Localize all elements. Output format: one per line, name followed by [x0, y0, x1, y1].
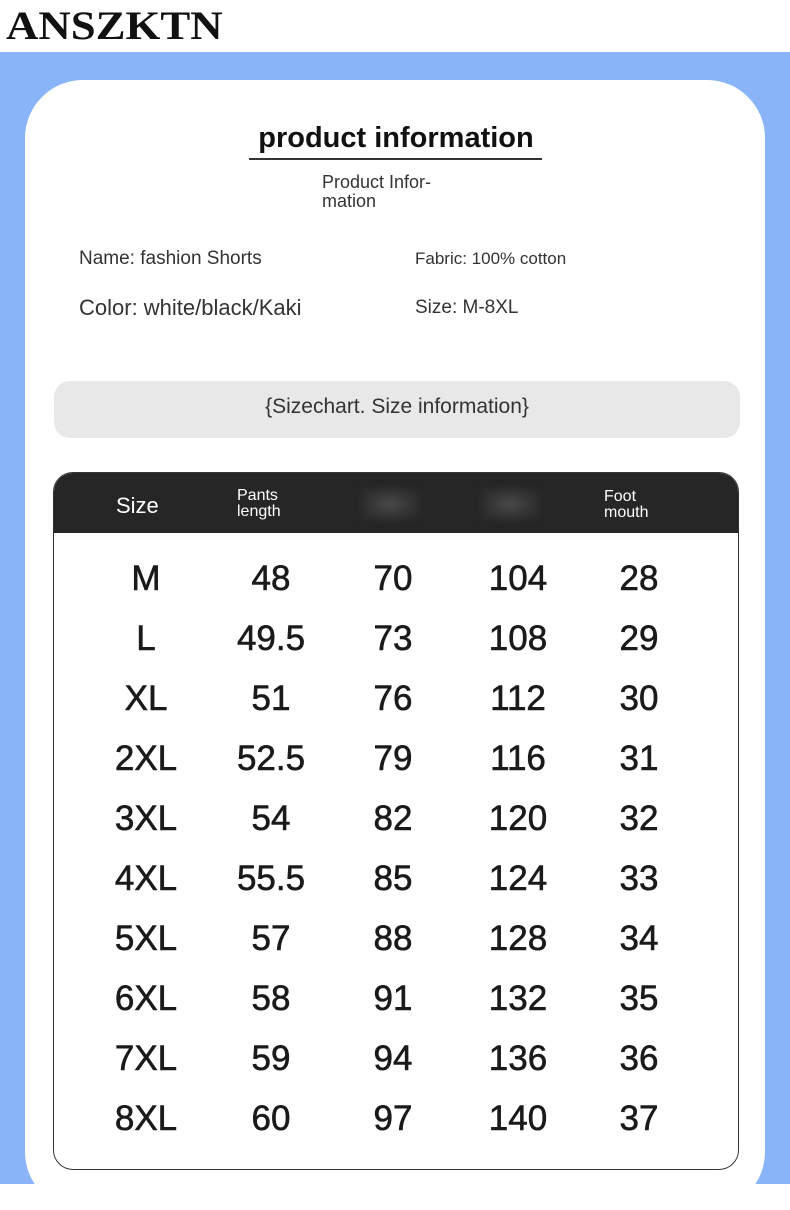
top-bar [0, 0, 790, 52]
table-cell: 140 [488, 1099, 548, 1138]
table-row [54, 849, 738, 909]
table-cell: 108 [488, 619, 548, 658]
table-cell: 30 [619, 679, 659, 718]
table-cell: 58 [251, 979, 291, 1018]
table-row [54, 969, 738, 1029]
table-row [54, 909, 738, 969]
table-cell: 37 [619, 1099, 659, 1138]
table-row [54, 669, 738, 729]
header-size: Size [116, 493, 159, 518]
table-row [54, 1029, 738, 1089]
header-blurred-column-4 [480, 487, 540, 521]
size-chart-header [54, 473, 738, 533]
table-cell: 29 [619, 619, 659, 658]
size-chart-table [53, 472, 739, 1170]
page-subtitle-line: Product Infor- [322, 172, 432, 192]
table-cell: 2XL [114, 739, 178, 778]
product-fabric: Fabric: 100% cotton [415, 249, 567, 268]
table-cell: 124 [488, 859, 548, 898]
page-subtitle [322, 173, 472, 211]
table-cell: 33 [619, 859, 659, 898]
table-row [54, 789, 738, 849]
table-cell: 28 [619, 559, 659, 598]
table-cell: 52.5 [236, 739, 306, 778]
header-foot-line1: Foot [604, 488, 637, 505]
size-info-banner [54, 381, 740, 438]
table-row [54, 1089, 738, 1149]
table-cell: 57 [251, 919, 291, 958]
table-cell: 82 [373, 799, 413, 838]
table-cell: 79 [373, 739, 413, 778]
table-cell: 35 [619, 979, 659, 1018]
table-cell: 112 [490, 679, 546, 718]
table-cell: 116 [490, 739, 546, 778]
table-cell: 88 [373, 919, 413, 958]
table-cell: 48 [251, 559, 291, 598]
table-cell: 128 [488, 919, 548, 958]
table-cell: 34 [619, 919, 659, 958]
table-cell: 59 [251, 1039, 291, 1078]
table-cell: 94 [373, 1039, 413, 1078]
table-row [54, 729, 738, 789]
table-cell: 31 [619, 739, 659, 778]
table-cell: 5XL [114, 919, 178, 958]
brand-logo: ANSZKTN [6, 3, 223, 48]
table-cell: 104 [488, 559, 548, 598]
header-pants-length [237, 488, 317, 520]
table-cell: 85 [373, 859, 413, 898]
table-cell: 76 [373, 679, 413, 718]
size-info-banner-label: {Sizechart. Size information} [265, 395, 529, 418]
header-foot-line2: mouth [604, 504, 649, 521]
table-cell: L [136, 619, 156, 658]
table-row [54, 609, 738, 669]
table-cell: 32 [619, 799, 659, 838]
table-cell: 49.5 [236, 619, 306, 658]
table-cell: 4XL [114, 859, 178, 898]
table-cell: 8XL [114, 1099, 178, 1138]
table-cell: 3XL [114, 799, 178, 838]
table-cell: 97 [373, 1099, 413, 1138]
product-size-range: Size: M-8XL [415, 297, 519, 318]
table-cell: 54 [251, 799, 291, 838]
header-blurred-column-3 [360, 487, 420, 521]
product-color: Color: white/black/Kaki [79, 295, 302, 320]
product-name: Name: fashion Shorts [79, 248, 262, 269]
page-subtitle-line: mation [322, 191, 377, 211]
page-title: product information [258, 122, 534, 154]
table-cell: 70 [373, 559, 413, 598]
title-underline [249, 158, 542, 160]
table-cell: 55.5 [236, 859, 306, 898]
header-pants-line1: Pants [237, 487, 278, 504]
table-cell: 132 [488, 979, 548, 1018]
table-cell: XL [124, 679, 168, 718]
table-row [54, 549, 738, 609]
table-cell: 73 [373, 619, 413, 658]
table-cell: M [131, 559, 161, 598]
table-cell: 60 [251, 1099, 291, 1138]
table-cell: 120 [488, 799, 548, 838]
table-cell: 91 [373, 979, 413, 1018]
table-cell: 136 [488, 1039, 548, 1078]
table-cell: 51 [251, 679, 291, 718]
table-cell: 7XL [114, 1039, 178, 1078]
table-cell: 36 [619, 1039, 659, 1078]
table-cell: 6XL [114, 979, 178, 1018]
header-pants-line2: length [237, 503, 281, 520]
header-foot-mouth [604, 489, 684, 521]
